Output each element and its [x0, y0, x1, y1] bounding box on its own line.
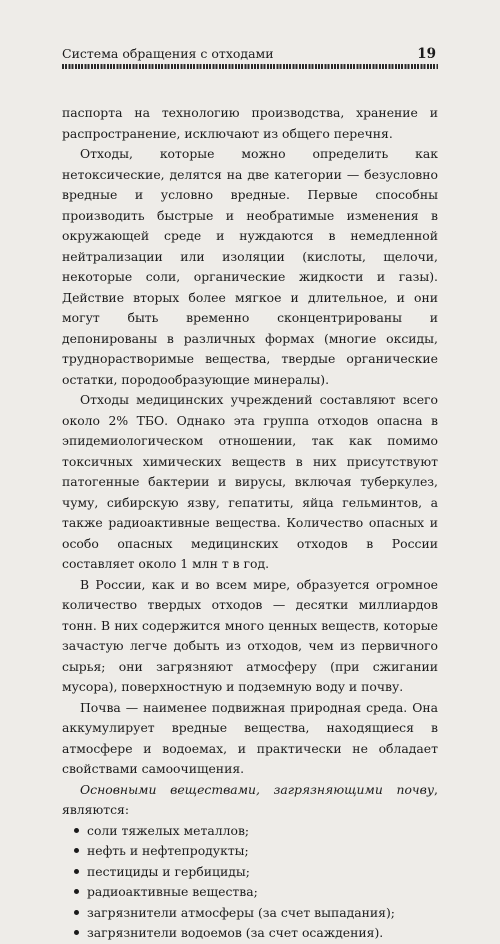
list-intro-italic: Основными веществами, загрязняющими почву: [80, 781, 435, 797]
paragraph: В России, как и во всем мире, образуется огромное количество твердых отходов — десятки миллиардов тонн. В них содержится много ценных веществ, которые зачастую легче добыть из отходов, чем из первичного сырья; они загрязняют атмосферу (при сжигании мусора), поверхностную и подземную воду и почву.: [62, 576, 438, 694]
list-item: [74, 862, 438, 883]
bullet-icon: [74, 930, 79, 935]
bullet-icon: [74, 828, 79, 833]
paragraph: паспорта на технологию производства, хранение и распространение, исключают из общего перечня.: [62, 105, 438, 141]
list-item: [74, 923, 438, 944]
running-header-title: Система обращения с отходами: [62, 46, 274, 61]
bullet-icon: [74, 889, 79, 894]
list-item: [74, 821, 438, 842]
list-item-text: загрязнители атмосферы (за счет выпадания);: [87, 904, 395, 920]
running-header: [62, 46, 438, 63]
bullet-icon: [74, 910, 79, 915]
list-item-text: пестициды и гербициды;: [87, 863, 250, 879]
bullet-icon: [74, 848, 79, 853]
list-item-text: радиоактивные вещества;: [87, 884, 258, 899]
list-item-text: нефть и нефтепродукты;: [87, 843, 249, 858]
list-intro-rest: , являются:: [62, 781, 438, 817]
list-item: [74, 882, 438, 903]
list-item-text: загрязнители водоемов (за счет осаждения).: [87, 925, 384, 940]
page-number: 19: [417, 46, 436, 62]
header-rule: [62, 64, 438, 69]
paragraph: Почва — наименее подвижная природная среда. Она аккумулирует вредные вещества, находящиеся в атмосфере и водоемах, и практически не обладает свойствами самоочищения.: [62, 699, 438, 776]
paragraph: Отходы медицинских учреждений составляют всего около 2% ТБО. Однако эта группа отходов опасна в эпидемиологическом отношении, так как помимо токсичных химических веществ в них присутствуют патогенные бактерии и вирусы, включая туберкулез, чуму, сибирскую язву, гепатиты, яйца гельминтов, а также радиоактивные вещества. Количество опасных и особо опасных медицинских отходов в России составляет около 1 млн т в год.: [62, 392, 438, 571]
list-intro: [62, 780, 438, 821]
pollutant-list: [62, 821, 438, 944]
bullet-icon: [74, 869, 79, 874]
body-text: [62, 103, 438, 944]
list-item: [74, 841, 438, 862]
list-item-text: соли тяжелых металлов;: [87, 822, 250, 838]
paragraph: Отходы, которые можно определить как нетоксические, делятся на две категории — безусловно вредные и условно вредные. Первые способны производить быстрые и необратимые изменения в окружающей среде и нуждаются в немедленной нейтрализации или изоляции (кислоты, щелочи, некоторые соли, органические жидкости и газы). Действие вторых более мягкое и длительное, и они могут быть временно сконцентрированы и депонированы в различных формах (многие оксиды, труднорастворимые вещества, твердые органические остатки, породообразующие минералы).: [62, 146, 438, 387]
list-item: [74, 903, 438, 924]
